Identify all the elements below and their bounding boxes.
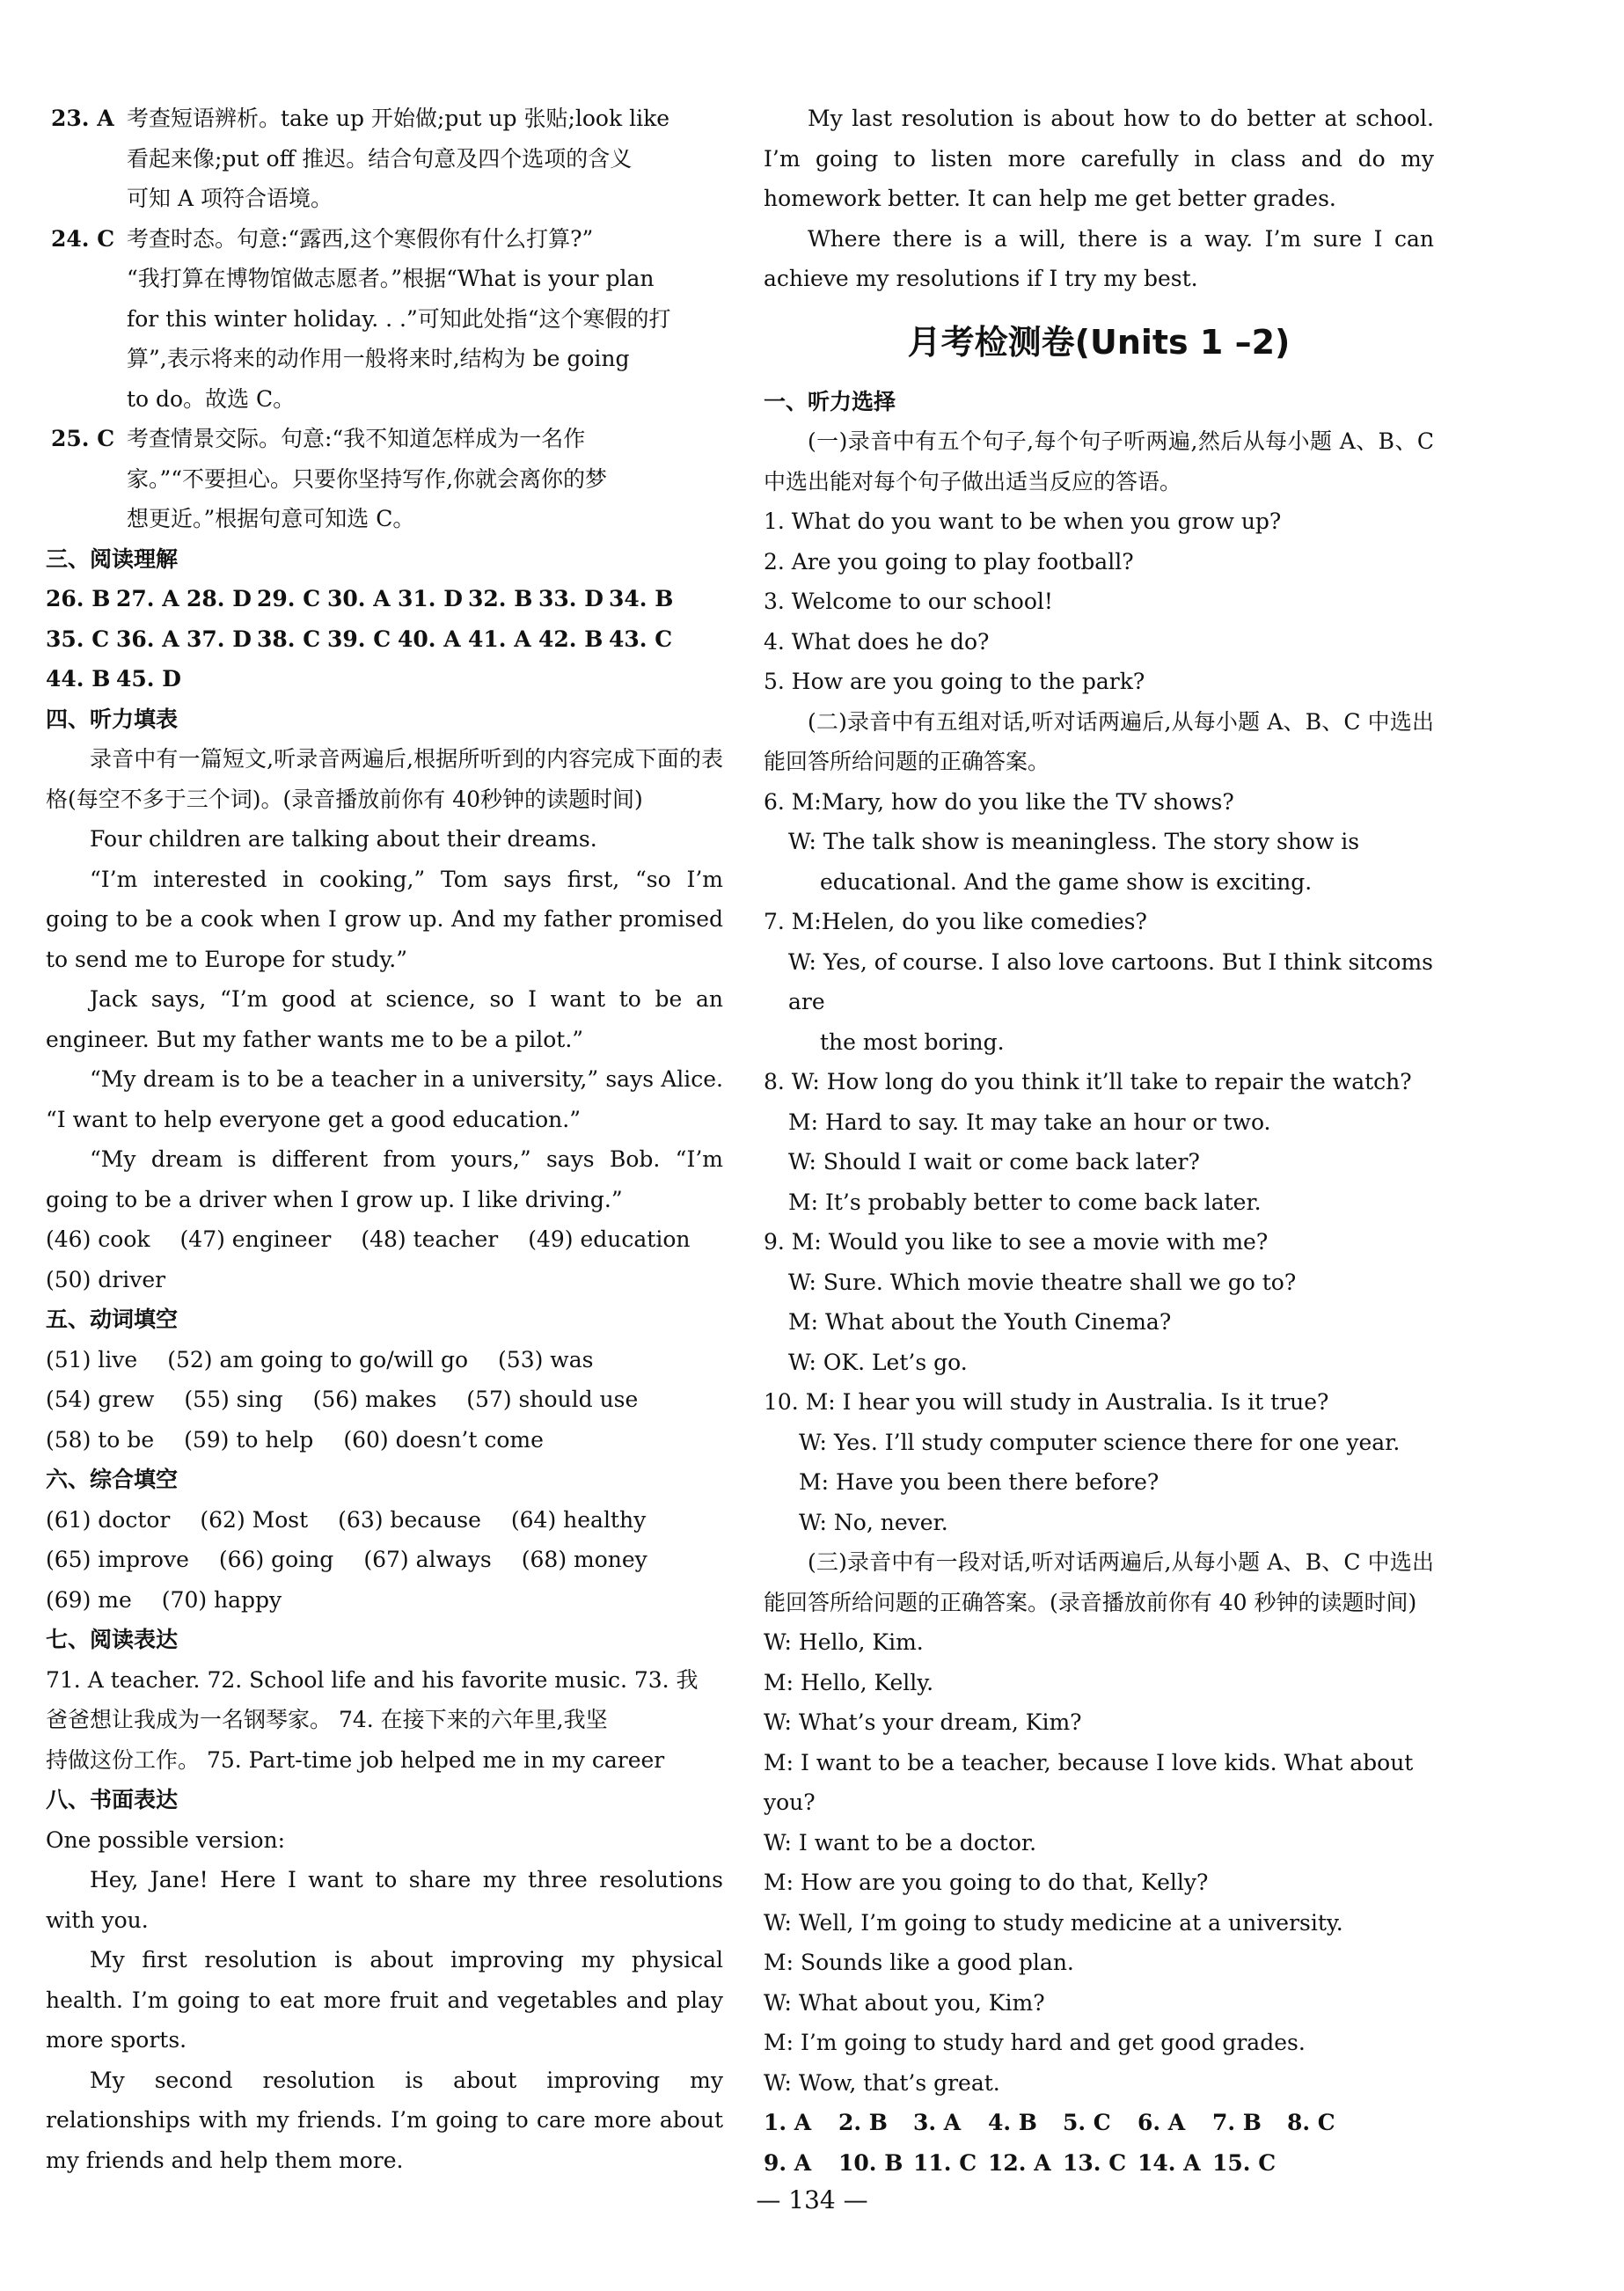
dialogue-line: W: Should I wait or come back later? [788, 1149, 1200, 1175]
verb-answer: (60) doesn’t come [343, 1426, 544, 1453]
explanation-line: 算”,表示将来的动作用一般将来时,结构为 be going [127, 346, 630, 371]
listening-sentence: 3. Welcome to our school! [764, 589, 1053, 614]
listening-answer: 8. C [1287, 2110, 1335, 2135]
essay-paragraph: My first resolution is about improving my physical health. I’m going to eat more fruit and vegetables and play more sports. [46, 1947, 723, 2053]
answer-number: 23. A [51, 106, 114, 131]
expression-line: 爸爸想让我成为一名钢琴家。 74. 在接下来的六年里,我坚 [46, 1707, 608, 1732]
passage-paragraph: Four children are talking about their dreams. [90, 826, 597, 852]
reading-answer: 35. C [46, 626, 110, 652]
listening-answer: 4. B [988, 2110, 1037, 2135]
passage-paragraph: “I’m interested in cooking,” Tom says first, “so I’m going to be a cook when I grow up. And my father promised to send me to Europe for study.” [46, 866, 723, 972]
listening-answers [764, 2103, 1434, 2183]
dialogue-line: W: Yes. I’ll study computer science there for one year. [799, 1429, 1401, 1455]
dialogue-line: M: How are you going to do that, Kelly? [764, 1870, 1209, 1895]
listening-answer: 7. B [1212, 2110, 1262, 2135]
reading-answer: 40. A [398, 626, 461, 652]
dialogue-line: 10. M: I hear you will study in Australia. Is it true? [764, 1389, 1329, 1415]
listening-answer: 14. A [1138, 2149, 1201, 2176]
reading-answer: 27. A [116, 586, 179, 611]
dialogue-q9 [764, 1222, 1434, 1382]
explanation-line: 可知 A 项符合语境。 [127, 186, 333, 211]
listening-answer: 2. B [838, 2110, 888, 2135]
verb-answer: (53) was [498, 1346, 594, 1372]
listening-answer: 13. C [1063, 2149, 1127, 2176]
reading-answer: 33. D [538, 586, 604, 611]
answer-24 [46, 219, 723, 420]
section-heading-writing: 八、书面表达 [46, 1787, 179, 1812]
listening-answer: 9. A [764, 2149, 812, 2176]
dialogue-line: W: OK. Let’s go. [788, 1349, 968, 1375]
expression-line: 持做这份工作。 75. Part-time job helped me in my career [46, 1746, 665, 1773]
explanation-line: 考查短语辨析。take up 开始做;put up 张贴;look like [127, 106, 670, 131]
reading-answer: 44. B [46, 666, 111, 692]
listening-answer: 1. A [764, 2110, 812, 2135]
explanation-line: 家。”“不要担心。只要你坚持写作,你就会离你的梦 [127, 465, 608, 492]
explanation-line: “我打算在博物馆做志愿者。”根据“What is your plan [127, 266, 655, 291]
answer-number: 24. C [51, 225, 115, 252]
explanation-line: for this winter holiday. . .”可知此处指“这个寒假的打 [127, 305, 671, 332]
page-number: — 134 — [756, 2185, 868, 2214]
dialogue-line: W: Sure. Which movie theatre shall we go to? [788, 1269, 1297, 1295]
explanation-line: 考查时态。句意:“露西,这个寒假你有什么打算?” [127, 225, 594, 252]
instruction: (一)录音中有五个句子,每个句子听两遍,然后从每小题 A、B、C 中选出能对每个句子做出适当反应的答语。 [764, 428, 1434, 494]
listening-sentence: 2. Are you going to play football? [764, 548, 1134, 575]
dialogue-text: Helen, do you like comedies? [821, 909, 1147, 934]
verb-answer: (56) makes [312, 1387, 437, 1412]
listening-sentence: 4. What does he do? [764, 628, 990, 655]
cloze-answer: (69) me [46, 1586, 132, 1613]
expression-line: 71. A teacher. 72. School life and his favorite music. 73. 我 [46, 1666, 699, 1693]
reading-answer: 38. C [257, 626, 321, 652]
reading-answer: 28. D [187, 586, 252, 611]
section-heading-cloze: 六、综合填空 [46, 1467, 179, 1492]
essay-paragraph: Where there is a will, there is a way. I’m sure I can achieve my resolutions if I try my best. [764, 225, 1434, 291]
essay-paragraph: Hey, Jane! Here I want to share my three resolutions with you. [46, 1867, 723, 1933]
dialogue-line: M: It’s probably better to come back later. [788, 1189, 1262, 1215]
dialogue-line: 8. W: How long do you think it’ll take to repair the watch? [764, 1069, 1412, 1094]
verb-answer: (57) should use [466, 1387, 639, 1412]
version-label: One possible version: [46, 1826, 286, 1853]
dialogue-line: W: What’s your dream, Kim? [764, 1709, 1082, 1735]
instruction: (二)录音中有五组对话,听对话两遍后,从每小题 A、B、C 中选出能回答所给问题的正确答案。 [764, 708, 1434, 774]
section-heading-verbs: 五、动词填空 [46, 1307, 179, 1332]
table-answer: (48) teacher [361, 1226, 499, 1252]
left-column [46, 99, 723, 2180]
instruction [46, 739, 723, 819]
cloze-answer: (62) Most [200, 1506, 309, 1533]
answer-23 [46, 99, 723, 219]
table-answer: (50) driver [46, 1266, 166, 1292]
reading-answer: 30. A [327, 586, 391, 611]
dialogue-q6 [764, 782, 1434, 903]
reading-answer: 39. C [327, 626, 391, 652]
reading-answer: 31. D [398, 586, 463, 611]
section-heading-listening-table: 四、听力填表 [46, 706, 179, 732]
dialogue-line: educational. And the game show is exciting. [820, 868, 1313, 895]
dialogue-line: W: No, never. [799, 1509, 948, 1535]
dialogue-q8 [764, 1062, 1434, 1222]
verb-answer: (55) sing [184, 1387, 283, 1412]
reading-answer: 26. B [46, 586, 111, 611]
dialogue-line: M: What about the Youth Cinema? [788, 1309, 1172, 1335]
dialogue-line: M: Have you been there before? [799, 1469, 1159, 1495]
reading-answers [46, 579, 723, 699]
table-answers [46, 1219, 723, 1299]
dialogue-line: M: Sounds like a good plan. [764, 1950, 1074, 1975]
dialogue-line: the most boring. [820, 1028, 1005, 1055]
answer-25 [46, 419, 723, 539]
reading-answer: 34. B [609, 586, 674, 611]
passage-paragraph: Jack says, “I’m good at science, so I want to be an engineer. But my father wants me to be a pilot.” [46, 986, 723, 1052]
table-answer: (47) engineer [179, 1226, 332, 1252]
listening-answer: 3. A [913, 2110, 962, 2135]
dialogue-line: W: The talk show is meaningless. The story show is [788, 829, 1360, 854]
question-number: 6. M: [764, 788, 822, 815]
dialogue-line: W: Well, I’m going to study medicine at a university. [764, 1909, 1343, 1936]
dialogue-line: M: I want to be a teacher, because I love kids. What about you? [764, 1749, 1414, 1815]
cloze-answer: (65) improve [46, 1547, 189, 1572]
dialogue-line: W: Wow, that’s great. [764, 2069, 1000, 2096]
cloze-answer: (61) doctor [46, 1506, 171, 1533]
listening-sentence: 5. How are you going to the park? [764, 669, 1145, 694]
passage-paragraph: “My dream is to be a teacher in a university,” says Alice. “I want to help everyone get a good education.” [46, 1066, 723, 1132]
cloze-answer: (63) because [338, 1506, 481, 1533]
essay-paragraph: My last resolution is about how to do better at school. I’m going to listen more carefully in class and do my homework better. It can help me get better grades. [764, 106, 1434, 211]
dialogue-line: W: Yes, of course. I also love cartoons. But I think sitcoms are [788, 948, 1433, 1014]
dialogue-text: Mary, how do you like the TV shows? [821, 788, 1234, 815]
verb-answer: (59) to help [184, 1426, 314, 1453]
question-number: 7. M: [764, 909, 822, 934]
verb-answer: (58) to be [46, 1426, 155, 1453]
verb-answer: (51) live [46, 1346, 138, 1372]
dialogue-line: W: Hello, Kim. [764, 1629, 924, 1655]
dialogue-line: M: Hello, Kelly. [764, 1669, 934, 1695]
table-answer: (46) cook [46, 1226, 150, 1252]
dialogue-line: W: I want to be a doctor. [764, 1829, 1037, 1855]
table-answer: (49) education [528, 1226, 691, 1252]
essay-paragraph: My second resolution is about improving my relationships with my friends. I’m going to care more about my friends and help them more. [46, 2067, 723, 2173]
reading-answer: 29. C [257, 586, 321, 611]
dialogue-q10 [764, 1382, 1434, 1542]
reading-answer: 37. D [187, 626, 252, 652]
dialogue-line [764, 782, 1434, 823]
reading-answer: 32. B [468, 586, 533, 611]
instruction: (三)录音中有一段对话,听对话两遍后,从每小题 A、B、C 中选出能回答所给问题的正确答案。(录音播放前你有 40 秒钟的读题时间) [764, 1549, 1434, 1615]
explanation-line: 看起来像;put off 推迟。结合句意及四个选项的含义 [127, 145, 633, 172]
listening-answer: 15. C [1212, 2149, 1277, 2176]
right-column [764, 99, 1434, 2183]
cloze-answer: (68) money [521, 1547, 647, 1572]
dialogue-line: W: What about you, Kim? [764, 1989, 1045, 2016]
dialogue-line: M: Hard to say. It may take an hour or two. [788, 1109, 1271, 1135]
dialogue-line [764, 902, 1434, 942]
instruction-line: 录音中有一篇短文,听录音两遍后,根据所听到的内容 [90, 746, 591, 772]
verb-answer: (52) am going to go/will go [167, 1346, 469, 1372]
verb-answer: (54) grew [46, 1387, 155, 1412]
listening-answer: 12. A [988, 2149, 1051, 2176]
reading-answer: 43. C [609, 626, 673, 652]
listening-answer: 10. B [838, 2149, 903, 2176]
long-dialogue [764, 1622, 1434, 2103]
passage-paragraph: “My dream is different from yours,” says Bob. “I’m going to be a driver when I grow up. I like driving.” [46, 1146, 723, 1212]
section-heading-reading: 三、阅读理解 [46, 545, 179, 572]
cloze-answer: (64) healthy [510, 1506, 647, 1533]
listening-sentence: 1. What do you want to be when you grow up? [764, 509, 1282, 534]
dialogue-q7 [764, 902, 1434, 1062]
instruction-line: 完成下面的表格(每空不多于三个词)。(录音播放前你有 40 [46, 746, 723, 812]
section-heading-reading-expression: 七、阅读表达 [46, 1627, 179, 1652]
cloze-answer: (67) always [363, 1547, 492, 1572]
cloze-answer: (66) going [218, 1547, 334, 1572]
explanation-line: 考查情景交际。句意:“我不知道怎样成为一名作 [127, 426, 586, 451]
cloze-answers [46, 1500, 723, 1621]
explanation-line: to do。故选 C。 [127, 385, 296, 412]
reading-answer: 42. B [538, 626, 604, 652]
listening-answer: 6. A [1138, 2110, 1186, 2135]
dialogue-line: M: I’m going to study hard and get good grades. [764, 2030, 1306, 2055]
section-heading-listening-choice: 一、听力选择 [764, 388, 896, 414]
test-title: 月考检测卷(Units 1 –2) [907, 322, 1291, 362]
instruction-line: 秒钟的读题时间) [480, 786, 643, 812]
cloze-answer: (70) happy [161, 1586, 282, 1613]
reading-answer: 41. A [468, 626, 531, 652]
listening-answer: 5. C [1063, 2110, 1111, 2135]
dialogue-line: 9. M: Would you like to see a movie with me? [764, 1229, 1269, 1255]
verb-answers [46, 1340, 723, 1460]
reading-answer: 36. A [116, 626, 179, 652]
explanation-line: 想更近。”根据句意可知选 C。 [127, 506, 415, 531]
answer-number: 25. C [51, 426, 115, 451]
listening-answer: 11. C [913, 2149, 977, 2176]
reading-answer: 45. D [116, 666, 181, 692]
